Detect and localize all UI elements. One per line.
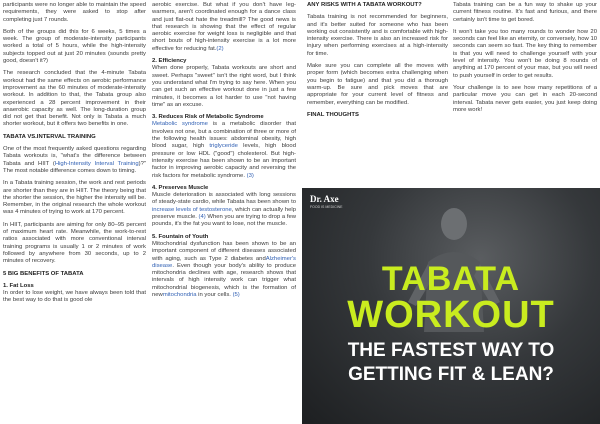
paragraph: Muscle deterioration is associated with long sessions of steady-state cardio, while Tabata has been shown to increase levels of testosterone, which can actually help preserve muscle. (4) When you are trying to drop a few pounds, it's the fat you want to lose, not the muscle. (152, 192, 296, 228)
section-heading: 5 BIG BENEFITS OF TABATA (3, 270, 84, 277)
paragraph: When done properly, Tabata workouts are short and sweet. Perhaps "sweet" isn't the right word, but I think you understand what I'm trying to say here. When you can get such an effective workout done in just a few minutes, it becomes a lot harder to use "not having time" as an excuse. (152, 65, 296, 108)
banner-subtitle-line-2: GETTING FIT & LEAN? (348, 364, 554, 385)
reference-link[interactable]: (2) (216, 45, 224, 52)
subsection-heading: 4. Preserves Muscle (152, 184, 209, 191)
paragraph: Mitochondrial dysfunction has been shown to be an important component of different diseases associated with aging, such as Type 2 diabetes andAlzheimer's disease. Even though your body's ability to produce mitochondria declines with age, research shows that intervals of high intensity work can trigger what mitochondrial biogenesis, which is the formation of newmitochondria in your cells. (5) (152, 240, 296, 298)
subsection-heading: 3. Reduces Risk of Metabolic Syndrome (152, 114, 264, 121)
section-heading: TABATA VS.INTERVAL TRAINING (3, 133, 96, 140)
brand-logo: Dr. Axe (310, 194, 339, 204)
paragraph: aerobic exercise. But what if you don't have leg-warmers, aren't coordinated enough for a dance class and just flat-out hate the treadmill? The good news is that research is showing that the effect of regular aerobic exercise for weight loss is negligible and that short bouts of high-intensity exercise is a lot more effective for reducing fat.(2) (152, 2, 296, 52)
subsection-heading: 1. Fat Loss (3, 282, 34, 289)
reference-link[interactable]: (3) (246, 172, 254, 179)
paragraph: In a Tabata training session, the work and rest periods are shorter than they are in HIIT. The theory being that the shorter the session, the higher the intensity will be. Remember, in the original research the whole workout was 4 minutes of trying to work at 170 percent. (3, 180, 146, 216)
paragraph: In order to lose weight, we have always been told that the best way to do that is good ole (3, 290, 146, 304)
banner-subtitle-line-1: THE FASTEST WAY TO (347, 340, 555, 361)
triglyceride-link[interactable]: triglyceride (209, 143, 238, 150)
brand-tagline: FOOD IS MEDICINE (310, 205, 343, 209)
section-heading: ANY RISKS WITH A TABATA WORKOUT? (307, 2, 422, 8)
paragraph: Your challenge is to see how many repetitions of a particular move you can get in each 20-second interval. Tabata never gets easier, you just keep doing more work! (453, 84, 597, 113)
paragraph: In HIIT, participants are aiming for only 80–95 percent of maximum heart rate. Meanwhile, the work-to-rest ratios associated with more conventional interval training programs is usually 1 or 2 minutes of work followed by anywhere from 30 seconds, up to 2 minutes of recovery. (3, 221, 146, 265)
section-heading: FINAL THOUGHTS (307, 111, 359, 118)
reference-link[interactable]: (5) (232, 291, 240, 298)
paragraph: Tabata training is not recommended for beginners, and it's better suited for someone who has been working out consistently and is comfortable with high-intensity exercise. There is also an increased risk for injury when performing exercises at a high-intensity for time. (307, 14, 448, 57)
paragraph: Make sure you can complete all the moves with proper form (which becomes extra challenging when you begin to fatigue) and that you did a thorough warm-up. Be sure and pick moves that are appropriate for your current level of fitness and remember, everything can be modified. (307, 63, 448, 106)
subsection-heading: 2. Efficiency (152, 58, 187, 65)
banner-title-line-1: TABATA (381, 260, 521, 298)
paragraph: Metabolic syndrome is a metabolic disorder that involves not one, but a combination of three or more of the following health issues: abdominal obesity, high blood sugar, high triglyceride levels, high blood pressure or low HDL ("good") cholesterol. But high-intensity exercise has been shown to be an important factor in improving aerobic capacity and reversing the risk factors for metabolic syndrome. (3) (152, 121, 296, 179)
tabata-banner-image (302, 188, 600, 424)
mitochondria-link[interactable]: mitochondria (162, 291, 197, 298)
article-column-1 (3, 2, 146, 310)
hiit-link[interactable]: High-Intensity Interval Training (54, 160, 139, 167)
testosterone-link[interactable]: increase levels of testosterone (152, 206, 232, 213)
paragraph: The research concluded that the 4-minute Tabata workout had the same effects on aerobic performance improvement as the 60 minutes of moderate-intensity workout. In addition to that, the Tabata group also experienced a 28 percent improvement in their anaerobic capacity as well. The long-duration group did not get that benefit. Not only is Tabata a much shorter workout, but it offers two benefits in one. (3, 70, 146, 128)
article-column-4 (453, 2, 597, 119)
paragraph: Both of the groups did this for 6 weeks, 5 times a week. The group of moderate-intensity participants worked a total of 5 hours, while the high-intensity subjects topped out at just 20 minutes (sounds pretty good, doesn't it?) (3, 28, 146, 65)
banner-title-line-2: WORKOUT (347, 294, 555, 336)
paragraph: Tabata training can be a fun way to shake up your current fitness routine. It's fast and furious, and there certainly isn't time to get bored. (453, 2, 597, 23)
subsection-heading: 5. Fountain of Youth (152, 233, 209, 240)
alzheimers-link[interactable]: Alzheimer's disease (152, 255, 296, 269)
paragraph: participants were no longer able to maintain the speed requirements, they were asked to stop after completing just 7 rounds. (3, 2, 146, 23)
paragraph: One of the most frequently asked questions regarding Tabata workouts is, "what's the difference between Tabata and HIIT (High-Intensity Interval Training)?" The most notable difference comes down to timing. (3, 146, 147, 174)
metabolic-syndrome-link[interactable]: Metabolic syndrome (152, 121, 208, 128)
paragraph: It won't take you too many rounds to wonder how 20 seconds can feel like an eternity, or conversely, how 10 seconds can seem so fast. The key thing to remember is that you will need to challenge yourself with your level of intensity. You won't be doing 8 rounds of anything at 170 percent of your max, but you will need to push yourself in order to get results. (453, 28, 597, 79)
reference-link[interactable]: (4) (198, 214, 206, 221)
article-column-3 (307, 2, 448, 124)
article-column-2 (152, 2, 296, 304)
